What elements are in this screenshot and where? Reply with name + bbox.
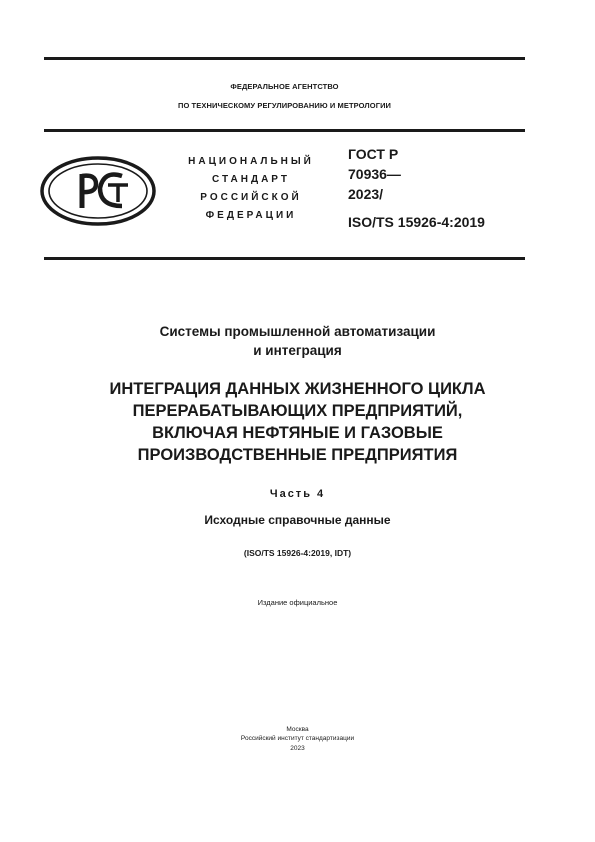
header-rule xyxy=(44,129,525,132)
imprint-city: Москва xyxy=(286,726,309,733)
part-title: Исходные справочные данные xyxy=(204,513,391,527)
standard-type-line-4: ФЕДЕРАЦИИ xyxy=(205,210,297,221)
designation-line-4: ISO/TS 15926-4:2019 xyxy=(348,214,485,230)
designation-line-1: ГОСТ Р xyxy=(348,146,399,162)
agency-line-2: ПО ТЕХНИЧЕСКОМУ РЕГУЛИРОВАНИЮ И МЕТРОЛОГИИ xyxy=(177,101,392,110)
standard-type-line-1: НАЦИОНАЛЬНЫЙ xyxy=(188,156,314,167)
main-title-line-1: ИНТЕГРАЦИЯ ДАННЫХ ЖИЗНЕННОГО ЦИКЛА xyxy=(109,380,486,398)
standard-type-line-2: СТАНДАРТ xyxy=(212,174,290,185)
part-number: Часть 4 xyxy=(269,488,326,500)
agency-line-1: ФЕДЕРАЛЬНОЕ АГЕНТСТВО xyxy=(230,82,339,91)
designation-line-3: 2023/ xyxy=(348,186,384,202)
top-rule xyxy=(44,57,525,60)
main-title-line-2: ПЕРЕРАБАТЫВАЮЩИХ ПРЕДПРИЯТИЙ, xyxy=(132,402,463,420)
iso-reference: (ISO/TS 15926-4:2019, IDT) xyxy=(243,548,352,558)
imprint-year: 2023 xyxy=(290,745,305,752)
subtitle-line-2: и интеграция xyxy=(253,343,342,358)
main-title-line-4: ПРОИЗВОДСТВЕННЫЕ ПРЕДПРИЯТИЯ xyxy=(137,446,458,464)
rst-certification-mark-icon xyxy=(38,154,158,228)
subtitle-line-1: Системы промышленной автоматизации xyxy=(159,324,436,339)
imprint-publisher: Российский институт стандартизации xyxy=(240,735,355,742)
header-bottom-rule xyxy=(44,257,525,260)
main-title-line-3: ВКЛЮЧАЯ НЕФТЯНЫЕ И ГАЗОВЫЕ xyxy=(152,424,443,442)
edition-label: Издание официальное xyxy=(257,598,338,607)
designation-line-2: 70936— xyxy=(348,166,401,182)
standard-type-line-3: РОССИЙСКОЙ xyxy=(200,192,302,203)
